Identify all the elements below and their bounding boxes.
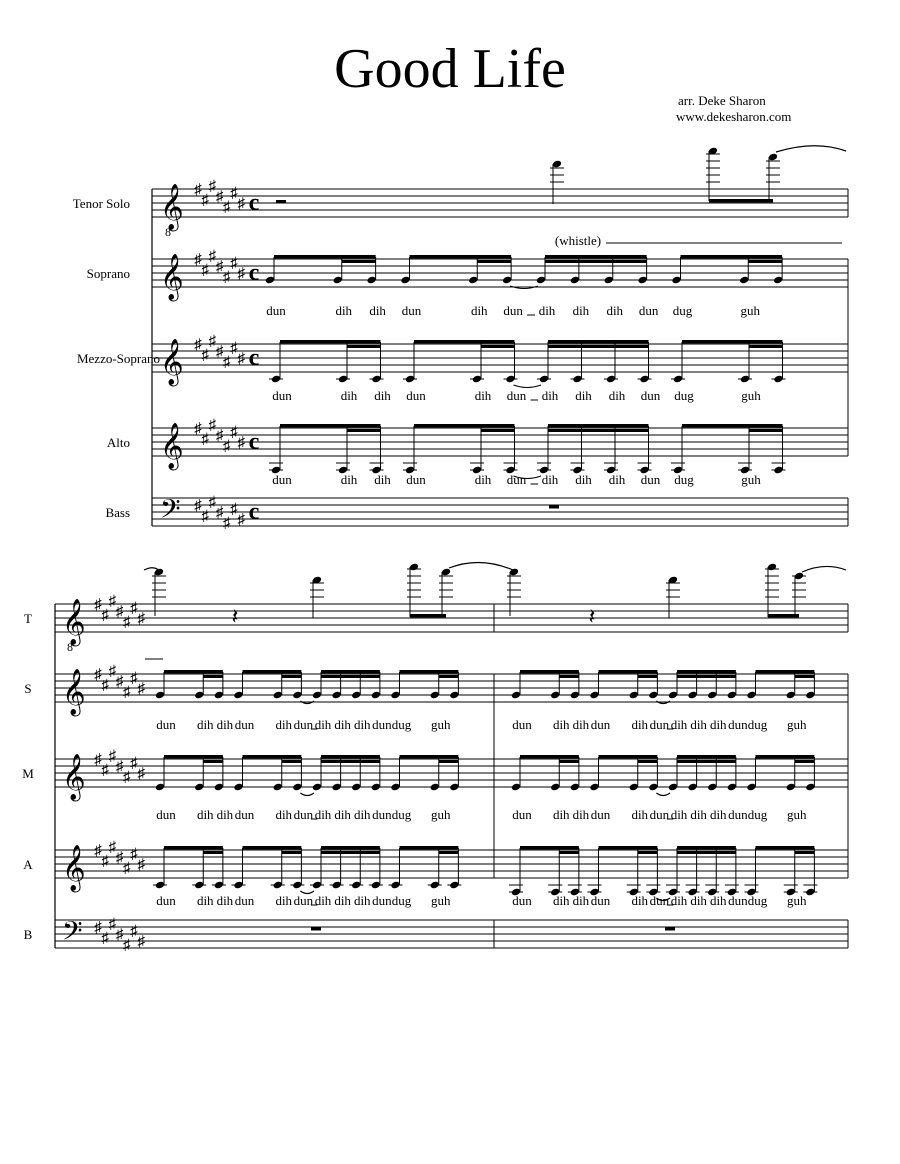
sys2-m2-soprano-lyric: dun	[590, 717, 611, 732]
sys1-alto-lyric: dih	[340, 472, 358, 487]
time-signature: c	[248, 260, 260, 286]
key-sharp: ♯	[94, 843, 102, 859]
key-sharp: ♯	[201, 192, 209, 209]
sys2-m2-mezzo-lyric: dih	[572, 807, 590, 822]
sys2-m2-mezzo-lyric: dun	[512, 807, 532, 822]
sys1-alto-lyric: dun	[506, 472, 527, 487]
sys2-m2-alto-beam2	[677, 851, 736, 854]
sys2-m2-soprano-beam2	[795, 675, 815, 678]
sys1-mezzo-lyric: dug	[674, 388, 694, 403]
sys2-m1-soprano-lyric: dih	[275, 717, 293, 732]
half-rest	[276, 200, 286, 204]
key-sharp: ♯	[215, 428, 224, 444]
key-sharp: ♯	[115, 759, 124, 775]
sys2-m1-soprano-lyric: dun	[372, 717, 392, 732]
sys2-m1-soprano-lyric: dun	[234, 717, 255, 732]
part-label-soprano: Soprano	[86, 266, 130, 281]
sys2-m2-soprano-lyric: dih	[709, 717, 727, 732]
sys2-m1-alto-lyric: dun	[372, 893, 392, 908]
sys2-m2-mezzo-lyric: dun	[590, 807, 611, 822]
bass-clef: 𝄢	[160, 494, 181, 530]
sys2-m1-alto-lyric: dih	[353, 893, 371, 908]
sys1-soprano-beam	[410, 255, 512, 258]
sys2-m1-mezzo-lyric: dun	[293, 807, 314, 822]
sys1-mezzo-lyric: dih	[575, 388, 592, 403]
sys2-m1-mezzo-tie	[300, 793, 314, 796]
key-sharp: ♯	[223, 438, 231, 455]
sys2-m1-alto-lyric: dih	[314, 893, 332, 908]
sys2-m2-alto-lyric: dih	[709, 893, 727, 908]
sys1-mezzo-beam	[548, 340, 649, 343]
key-sharp: ♯	[194, 498, 202, 514]
key-sharp: ♯	[94, 597, 102, 613]
sys1-mezzo-beam	[414, 340, 515, 343]
sys1-soprano-lyric: guh	[740, 303, 760, 318]
whole-rest	[549, 505, 559, 509]
key-sharp: ♯	[215, 259, 224, 275]
sys1-alto-lyric: dih	[608, 472, 626, 487]
key-sharp: ♯	[123, 937, 131, 954]
sys1-alto-lyric: dun	[406, 472, 426, 487]
tenor-tie	[776, 146, 846, 152]
key-sharp: ♯	[230, 185, 238, 202]
treble-clef-tenor-8va: 8	[165, 225, 171, 239]
sys1-soprano-lyric: dug	[672, 303, 693, 318]
sys2-m2-mezzo-beam2	[559, 760, 579, 763]
sys2-m2-soprano-lyric: dun	[728, 717, 748, 732]
sys2-m2-alto-beam	[677, 846, 736, 849]
sys2-m1-soprano-lyric: dun	[293, 717, 314, 732]
key-sharp: ♯	[223, 199, 231, 216]
sys1-soprano-lyric: dih	[538, 303, 556, 318]
sys2-m1-soprano-beam2	[439, 675, 459, 678]
key-sharp: ♯	[137, 857, 145, 873]
sys2-m2-mezzo-beam2	[677, 760, 736, 763]
sys2-m2-soprano-lyric: dih	[690, 717, 707, 732]
sys1-alto-lyric: dun	[272, 472, 292, 487]
treble-clef-a: 𝄞	[62, 845, 86, 890]
sys2-m2-soprano-beam	[677, 670, 736, 673]
part-label-s: S	[24, 681, 32, 696]
sys2-m1-alto-beam2	[282, 851, 302, 854]
sys2-m2-alto-lyric: dih	[670, 893, 688, 908]
sys1-alto-lyric: dih	[575, 472, 592, 487]
treble-clef-tenor: 𝄞	[160, 184, 184, 229]
sys1-alto-beam2	[481, 429, 515, 432]
whole-rest	[311, 927, 321, 931]
sys1-alto-lyric: guh	[741, 472, 761, 487]
sys2-m2-mezzo-lyric: dih	[552, 807, 570, 822]
sys2-m2-mezzo-lyric: guh	[787, 807, 807, 822]
key-sharp: ♯	[194, 421, 202, 437]
key-sharp: ♯	[94, 752, 102, 768]
sys2-m2-soprano-lyric: dih	[572, 717, 590, 732]
sys2-m1-mezzo-lyric: dih	[216, 807, 234, 822]
sys2-m1-soprano-lyric: dih	[314, 717, 332, 732]
sys2-m2-mezzo-lyric: dih	[709, 807, 727, 822]
key-sharp: ♯	[130, 600, 138, 617]
tenor-beam	[768, 614, 799, 617]
key-sharp: ♯	[137, 766, 145, 782]
sys2-m2-soprano-lyric: dun	[512, 717, 532, 732]
score-title: Good Life	[334, 38, 566, 100]
sys2-m1-mezzo-beam2	[203, 760, 223, 763]
sys1-alto-beam	[548, 424, 649, 427]
sys2-m1-soprano-lyric: dun	[156, 717, 176, 732]
sys2-m1-soprano-beam2	[282, 675, 302, 678]
sys2-m2-soprano-lyric: dug	[747, 717, 768, 732]
key-sharp: ♯	[101, 853, 109, 870]
part-label-a: A	[23, 857, 33, 872]
sys2-m1-alto-lyric: dih	[196, 893, 214, 908]
key-sharp: ♯	[230, 424, 238, 441]
arranger-credit: arr. Deke Sharon	[678, 93, 766, 108]
sys1-alto-beam2	[749, 429, 783, 432]
key-sharp: ♯	[194, 337, 202, 353]
treble-clef-t-8va: 8	[67, 640, 73, 654]
sys2-m2-alto-lyric: dih	[552, 893, 570, 908]
sys1-mezzo-lyric: dun	[640, 388, 661, 403]
sys1-soprano-lyric: dih	[572, 303, 590, 318]
sys2-m2-alto-beam	[756, 846, 815, 849]
sys2-m1-mezzo-beam2	[282, 760, 302, 763]
treble-clef-soprano: 𝄞	[160, 254, 184, 299]
key-sharp: ♯	[101, 607, 109, 624]
sys2-m2-alto-lyric: dug	[747, 893, 768, 908]
sys2-m1-soprano-lyric: dih	[216, 717, 234, 732]
key-sharp: ♯	[137, 681, 145, 697]
key-sharp: ♯	[94, 920, 102, 936]
sys2-m2-alto-beam2	[559, 851, 579, 854]
sys2-m2-soprano-lyric: dun	[649, 717, 670, 732]
key-sharp: ♯	[201, 508, 209, 525]
sys2-m1-alto-lyric: dun	[293, 893, 314, 908]
sys2-m1-soprano-beam	[400, 670, 459, 673]
sys2-m1-alto-beam	[321, 846, 380, 849]
bass-clef-b: 𝄢	[62, 916, 83, 952]
key-sharp: ♯	[130, 923, 138, 940]
key-sharp: ♯	[223, 515, 231, 532]
sys2-m1-mezzo-beam	[243, 755, 302, 758]
sys2-m2-soprano-beam	[756, 670, 815, 673]
part-label-tenor-solo: Tenor Solo	[72, 196, 130, 211]
sys2-m2-soprano-lyric: dih	[552, 717, 570, 732]
treble-clef-t: 𝄞	[62, 599, 86, 644]
key-sharp: ♯	[201, 262, 209, 279]
sys1-mezzo-lyric: guh	[741, 388, 761, 403]
sys2-m1-mezzo-lyric: dun	[234, 807, 255, 822]
sys1-mezzo-lyric: dun	[506, 388, 527, 403]
sys2-m1-alto-beam2	[321, 851, 380, 854]
sys2-m1-alto-lyric: dih	[216, 893, 234, 908]
sys2-m1-mezzo-lyric: guh	[431, 807, 451, 822]
sys1-soprano-lyric: dun	[503, 303, 523, 318]
sys2-m1-soprano-beam2	[321, 675, 380, 678]
sys1-alto-lyric: dug	[674, 472, 694, 487]
part-label-mezzo-soprano: Mezzo-Soprano	[76, 351, 160, 366]
key-sharp: ♯	[123, 860, 131, 877]
sys2-m1-mezzo-lyric: dih	[353, 807, 371, 822]
sys1-soprano-beam2	[545, 260, 647, 263]
sys2-m1-soprano-beam2	[203, 675, 223, 678]
key-sharp: ♯	[223, 354, 231, 371]
key-sharp: ♯	[108, 916, 117, 933]
key-sharp: ♯	[137, 611, 145, 627]
sys2-m1-mezzo-lyric: dun	[156, 807, 176, 822]
sys1-soprano-beam	[545, 255, 647, 258]
key-sharp: ♯	[208, 248, 217, 265]
key-sharp: ♯	[215, 189, 224, 205]
key-sharp: ♯	[230, 501, 238, 518]
sys2-m1-soprano-beam	[164, 670, 223, 673]
key-sharp: ♯	[215, 344, 224, 360]
sys2-m1-soprano-lyric: dih	[334, 717, 351, 732]
time-signature: c	[248, 190, 260, 216]
key-sharp: ♯	[237, 512, 245, 528]
sys2-m1-soprano-lyric: guh	[431, 717, 451, 732]
key-sharp: ♯	[237, 266, 245, 282]
sys2-m1-mezzo-lyric: dug	[391, 807, 412, 822]
key-sharp: ♯	[230, 255, 238, 272]
key-sharp: ♯	[101, 930, 109, 947]
website-credit: www.dekesharon.com	[676, 109, 792, 124]
key-sharp: ♯	[108, 663, 117, 680]
key-sharp: ♯	[237, 196, 245, 212]
sys1-mezzo-lyric: dun	[406, 388, 426, 403]
key-sharp: ♯	[137, 934, 145, 950]
treble-clef-mezzo: 𝄞	[160, 339, 184, 384]
sys2-m1-mezzo-beam	[321, 755, 380, 758]
key-sharp: ♯	[194, 252, 202, 268]
sys2-m2-alto-lyric: dih	[631, 893, 649, 908]
sys1-mezzo-lyric: dih	[340, 388, 358, 403]
key-sharp: ♯	[130, 846, 138, 863]
sys1-alto-lyric: dih	[374, 472, 391, 487]
sys1-alto-lyric: dih	[474, 472, 492, 487]
sys1-soprano-lyric: dih	[335, 303, 353, 318]
key-sharp: ♯	[101, 762, 109, 779]
sys1-soprano-beam2	[748, 260, 782, 263]
sys1-mezzo-beam2	[347, 345, 381, 348]
sys1-soprano-beam2	[342, 260, 376, 263]
sys2-m2-mezzo-lyric: dih	[631, 807, 649, 822]
key-sharp: ♯	[201, 347, 209, 364]
sys1-mezzo-beam	[280, 340, 381, 343]
sys2-m2-mezzo-beam	[520, 755, 579, 758]
sys1-soprano-beam2	[477, 260, 511, 263]
key-sharp: ♯	[237, 435, 245, 451]
sys1-alto-beam	[682, 424, 783, 427]
sys1-mezzo-lyric: dih	[474, 388, 492, 403]
key-sharp: ♯	[130, 755, 138, 772]
part-label-m: M	[22, 766, 34, 781]
sys1-mezzo-lyric: dih	[541, 388, 559, 403]
key-sharp: ♯	[115, 604, 124, 620]
sys2-m2-mezzo-lyric: dug	[747, 807, 768, 822]
key-sharp: ♯	[123, 614, 131, 631]
sys2-m2-soprano-lyric: dih	[670, 717, 688, 732]
key-sharp: ♯	[208, 494, 217, 511]
sys1-soprano-lyric: dih	[606, 303, 624, 318]
key-sharp: ♯	[123, 769, 131, 786]
sys2-m1-mezzo-lyric: dun	[372, 807, 392, 822]
sys2-m2-soprano-beam2	[559, 675, 579, 678]
tenor-tie	[802, 566, 846, 572]
sys2-m2-soprano-beam	[520, 670, 579, 673]
sys2-m2-mezzo-beam	[677, 755, 736, 758]
sys2-m1-alto-lyric: dug	[391, 893, 412, 908]
sys1-soprano-lyric: dun	[638, 303, 659, 318]
key-sharp: ♯	[101, 677, 109, 694]
key-sharp: ♯	[115, 674, 124, 690]
key-sharp: ♯	[208, 333, 217, 350]
sys2-m1-soprano-beam	[243, 670, 302, 673]
sys1-alto-lyric: dih	[541, 472, 559, 487]
sys2-m2-mezzo-beam	[599, 755, 658, 758]
part-label-bass: Bass	[105, 505, 130, 520]
sys2-m2-alto-lyric: dih	[572, 893, 590, 908]
time-signature: c	[248, 345, 260, 371]
sys2-m2-mezzo-lyric: dun	[649, 807, 670, 822]
sys2-m1-alto-beam	[400, 846, 459, 849]
sys1-alto-beam2	[347, 429, 381, 432]
sys2-m2-soprano-beam2	[638, 675, 658, 678]
sys2-m2-mezzo-lyric: dih	[670, 807, 688, 822]
sys2-m2-alto-lyric: guh	[787, 893, 807, 908]
sys2-m2-soprano-beam	[599, 670, 658, 673]
sys2-m1-alto-lyric: dun	[156, 893, 176, 908]
sys1-alto-lyric: dun	[640, 472, 661, 487]
sys1-soprano-beam	[681, 255, 783, 258]
sys1-mezzo-beam2	[548, 345, 649, 348]
key-sharp: ♯	[108, 839, 117, 856]
time-signature: c	[248, 429, 260, 455]
sys2-m1-mezzo-lyric: dih	[334, 807, 351, 822]
sys2-m2-alto-beam2	[638, 851, 658, 854]
sys2-m1-mezzo-beam	[400, 755, 459, 758]
sys2-m2-alto-lyric: dih	[690, 893, 707, 908]
sys1-soprano-lyric: dun	[401, 303, 422, 318]
sys2-m2-alto-lyric: dun	[512, 893, 532, 908]
sys2-m2-soprano-lyric: guh	[787, 717, 807, 732]
sys2-m1-alto-lyric: dih	[334, 893, 351, 908]
sys2-m1-alto-lyric: dun	[234, 893, 255, 908]
key-sharp: ♯	[230, 340, 238, 357]
sys2-m1-soprano-lyric: dih	[353, 717, 371, 732]
notation-layer	[55, 146, 848, 954]
key-sharp: ♯	[215, 505, 224, 521]
part-label-alto: Alto	[106, 435, 130, 450]
sys2-m1-mezzo-beam	[164, 755, 223, 758]
sys2-m2-mezzo-beam2	[638, 760, 658, 763]
sys2-m1-mezzo-lyric: dih	[196, 807, 214, 822]
key-sharp: ♯	[201, 431, 209, 448]
key-sharp: ♯	[108, 593, 117, 610]
sys1-mezzo-beam2	[481, 345, 515, 348]
key-sharp: ♯	[123, 684, 131, 701]
sys2-m1-alto-beam	[243, 846, 302, 849]
sys2-m2-mezzo-lyric: dih	[690, 807, 707, 822]
sys2-m1-mezzo-lyric: dih	[314, 807, 332, 822]
sys2-m1-alto-lyric: guh	[431, 893, 451, 908]
quarter-rest: 𝄽	[588, 604, 596, 629]
time-signature: c	[248, 499, 260, 525]
sys2-m1-mezzo-beam2	[321, 760, 380, 763]
sys1-alto-beam	[280, 424, 381, 427]
key-sharp: ♯	[108, 748, 117, 765]
sys2-m2-mezzo-beam	[756, 755, 815, 758]
sys1-mezzo-lyric: dun	[272, 388, 292, 403]
key-sharp: ♯	[223, 269, 231, 286]
sys2-m2-alto-beam	[599, 846, 658, 849]
sys1-soprano-lyric: dih	[470, 303, 488, 318]
sys2-m2-alto-lyric: dun	[649, 893, 670, 908]
key-sharp: ♯	[208, 417, 217, 434]
key-sharp: ♯	[115, 850, 124, 866]
sys2-m2-mezzo-tie	[656, 793, 670, 796]
sys2-m1-soprano-lyric: dug	[391, 717, 412, 732]
tenor-beam	[709, 199, 773, 202]
quarter-rest: 𝄽	[231, 604, 239, 629]
sys1-soprano-lyric: dun	[266, 303, 286, 318]
sys2-m1-alto-beam	[164, 846, 223, 849]
treble-clef-s: 𝄞	[62, 669, 86, 714]
sys2-m2-alto-lyric: dun	[728, 893, 748, 908]
key-sharp: ♯	[194, 182, 202, 198]
whole-rest	[665, 927, 675, 931]
sys2-m2-alto-beam2	[795, 851, 815, 854]
sys1-mezzo-beam	[682, 340, 783, 343]
treble-clef-m: 𝄞	[62, 754, 86, 799]
part-label-t: T	[24, 611, 32, 626]
sys2-m1-soprano-beam	[321, 670, 380, 673]
sys2-m1-alto-beam2	[439, 851, 459, 854]
sys2-m2-alto-beam	[520, 846, 579, 849]
sys2-m2-mezzo-beam2	[795, 760, 815, 763]
sys1-soprano-beam	[274, 255, 376, 258]
part-label-b: B	[23, 927, 33, 942]
sys1-mezzo-lyric: dih	[608, 388, 626, 403]
sys2-m1-soprano-lyric: dih	[196, 717, 214, 732]
key-sharp: ♯	[94, 667, 102, 683]
treble-clef-alto: 𝄞	[160, 423, 184, 468]
sys1-mezzo-lyric: dih	[374, 388, 391, 403]
key-sharp: ♯	[208, 178, 217, 195]
sys1-mezzo-beam2	[749, 345, 783, 348]
sys1-alto-beam2	[548, 429, 649, 432]
sys2-m1-alto-lyric: dih	[275, 893, 293, 908]
sys2-m2-mezzo-lyric: dun	[728, 807, 748, 822]
sys2-m2-soprano-beam2	[677, 675, 736, 678]
whistle-text: (whistle)	[554, 233, 602, 248]
sys2-m1-mezzo-lyric: dih	[275, 807, 293, 822]
tenor-tie	[449, 562, 513, 570]
sys2-m2-alto-lyric: dun	[590, 893, 611, 908]
key-sharp: ♯	[115, 927, 124, 943]
tenor-beam	[410, 614, 446, 617]
sys1-soprano-lyric: dih	[369, 303, 386, 318]
sys2-m1-alto-beam2	[203, 851, 223, 854]
sys1-alto-beam	[414, 424, 515, 427]
key-sharp: ♯	[237, 351, 245, 367]
sys2-m1-mezzo-beam2	[439, 760, 459, 763]
key-sharp: ♯	[130, 670, 138, 687]
sys2-m2-soprano-lyric: dih	[631, 717, 649, 732]
